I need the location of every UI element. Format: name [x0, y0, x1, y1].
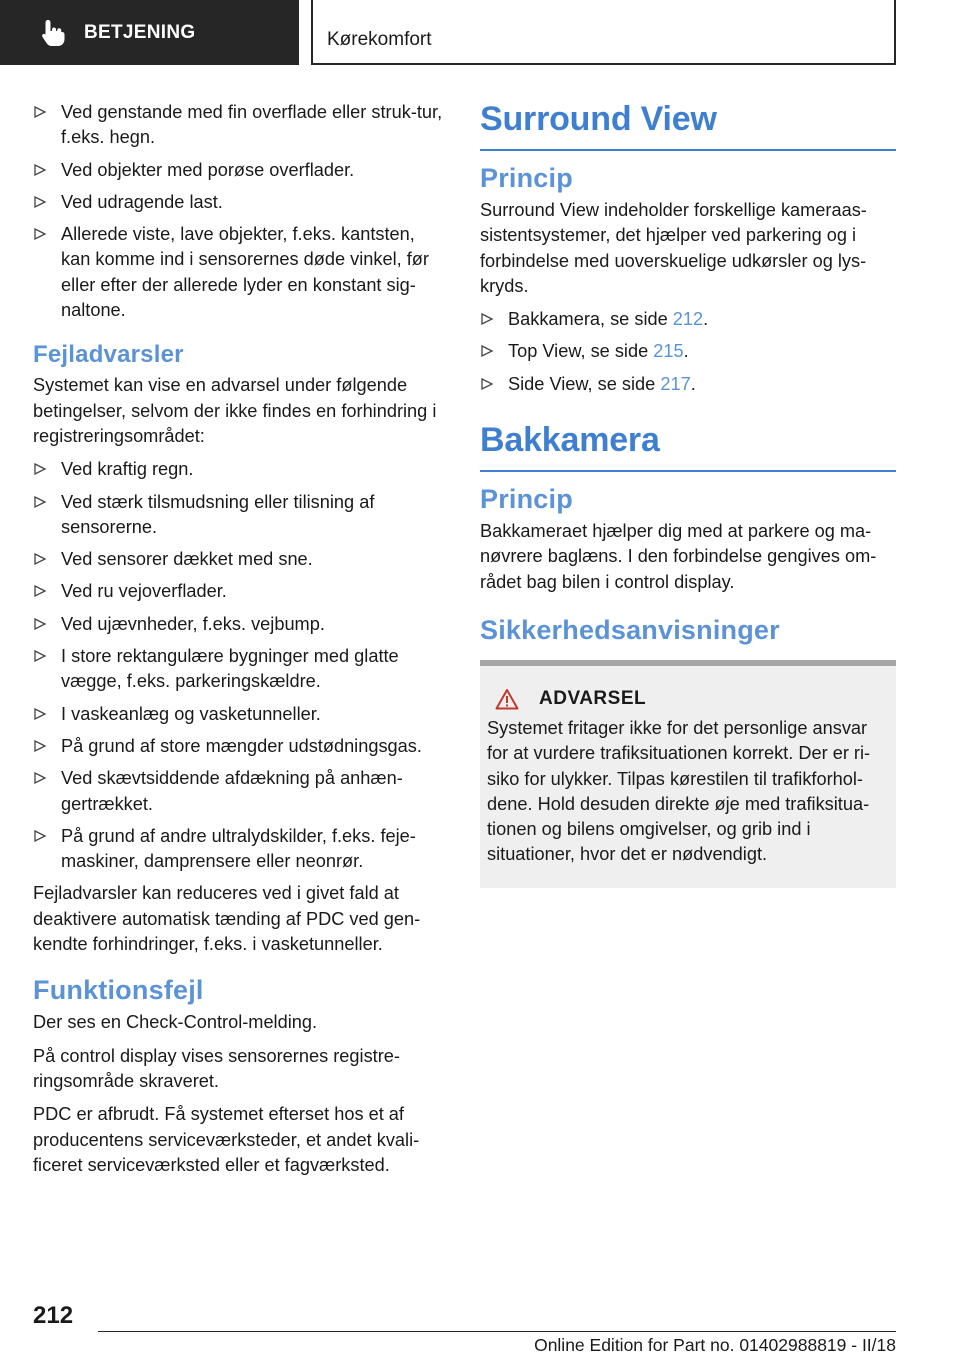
hand-pointer-icon	[40, 18, 70, 48]
title-surround-view: Surround View	[480, 100, 896, 151]
warning-box	[480, 660, 896, 888]
funk-paragraph-2: På control display vises sensorernes registre-ringsområde skraveret.	[33, 1045, 400, 1091]
list-item: Ved stærk tilsmudsning eller tilisning af sensorerne.	[33, 490, 448, 541]
triangle-bullet-icon	[33, 739, 47, 753]
left-column	[33, 100, 448, 1186]
funk-paragraph-3: PDC er afbrudt. Få systemet efterset hos et af producentens serviceværksteder, et andet kvali-ficeret serviceværksted eller et fagværksted.	[33, 1104, 420, 1175]
list-item: Top View, se side 215.	[480, 339, 896, 364]
heading-funktionsfejl: Funktionsfejl	[33, 975, 204, 1006]
title-bakkamera: Bakkamera	[480, 421, 896, 472]
page-header	[0, 0, 960, 66]
list-item: Ved sensorer dækket med sne.	[33, 547, 448, 572]
triangle-bullet-icon	[480, 377, 494, 391]
section-tab	[0, 0, 299, 65]
funk-paragraph-1: Der ses en Check-Control-melding.	[33, 1012, 318, 1033]
page-number: 212	[33, 1302, 74, 1329]
heading-princip-bk: Princip	[480, 484, 573, 515]
list-item: Ved ru vejoverflader.	[33, 579, 448, 604]
triangle-bullet-icon	[33, 617, 47, 631]
warning-title: ADVARSEL	[539, 687, 647, 709]
page-link[interactable]: 212	[672, 309, 704, 330]
heading-sikkerhed: Sikkerhedsanvisninger	[480, 614, 780, 645]
list-pdc-limits	[33, 100, 448, 323]
list-item: Allerede viste, lave objekter, f.eks. kantsten, kan komme ind i sensorernes døde vinkel, før eller efter der allerede lyder en konstant sig-naltone.	[33, 222, 448, 323]
triangle-bullet-icon	[33, 163, 47, 177]
list-item: Ved udragende last.	[33, 190, 448, 215]
list-item: Side View, se side 217.	[480, 372, 896, 397]
right-column	[480, 100, 896, 888]
triangle-bullet-icon	[33, 649, 47, 663]
triangle-bullet-icon	[33, 707, 47, 721]
triangle-bullet-icon	[33, 227, 47, 241]
triangle-bullet-icon	[33, 105, 47, 119]
bk-princip-text: Bakkameraet hjælper dig med at parkere og ma-nøvrere baglæns. I den forbindelse gengives om-rådet bag bilen i control display.	[480, 521, 877, 592]
triangle-bullet-icon	[33, 771, 47, 785]
footer-divider	[98, 1331, 896, 1332]
list-item: Ved skævtsiddende afdækning på anhæn-gertrækket.	[33, 766, 448, 817]
list-item: Ved ujævnheder, f.eks. vejbump.	[33, 612, 448, 637]
warning-triangle-icon	[495, 688, 519, 710]
list-item: I store rektangulære bygninger med glatte vægge, f.eks. parkeringskældre.	[33, 644, 448, 695]
fejl-intro: Systemet kan vise en advarsel under følgende betingelser, selvom der ikke findes en forhindring i registreringsområdet:	[33, 375, 437, 446]
heading-princip-sv: Princip	[480, 163, 573, 193]
triangle-bullet-icon	[33, 584, 47, 598]
sv-princip-text: Surround View indeholder forskellige kameraas-sistentsystemer, det hjælper ved parkering og i forbindelse med uoverskuelige udkørsler og lys-kryds.	[480, 200, 867, 296]
triangle-bullet-icon	[480, 312, 494, 326]
triangle-bullet-icon	[480, 344, 494, 358]
triangle-bullet-icon	[33, 195, 47, 209]
triangle-bullet-icon	[33, 552, 47, 566]
list-item: Ved genstande med fin overflade eller struk-tur, f.eks. hegn.	[33, 100, 448, 151]
warning-text: Systemet fritager ikke for det personlige ansvar for at vurdere trafiksituationen korrekt. Der er ri-siko for ulykker. Tilpas kørestilen til trafikforhol-dene. Hold desuden direkte øje med trafiksitua-tionen og bilens omgivelser, og grib ind i situationer, hvor det er nødvendigt.	[487, 717, 871, 865]
list-item: På grund af store mængder udstødningsgas.	[33, 734, 448, 759]
page-link[interactable]: 217	[660, 373, 691, 394]
fejl-outro: Fejladvarsler kan reduceres ved i givet fald at deaktivere automatisk tænding af PDC ved gen-kendte forhindringer, f.eks. i vasketunneller.	[33, 883, 421, 955]
heading-fejladvarsler: Fejladvarsler	[33, 341, 184, 369]
warning-title-row	[487, 688, 886, 710]
chapter-label: Kørekomfort	[327, 29, 432, 50]
chapter-tab	[311, 0, 896, 65]
section-label: BETJENING	[84, 21, 196, 43]
triangle-bullet-icon	[33, 462, 47, 476]
list-camera-systems	[480, 307, 896, 397]
list-item: I vaskeanlæg og vasketunneller.	[33, 702, 448, 727]
list-false-warnings	[33, 457, 448, 874]
list-item: Ved kraftig regn.	[33, 457, 448, 482]
triangle-bullet-icon	[33, 829, 47, 843]
list-item: Bakkamera, se side 212.	[480, 307, 896, 332]
page-link[interactable]: 215	[653, 341, 684, 362]
list-item: Ved objekter med porøse overflader.	[33, 158, 448, 183]
edition-text: Online Edition for Part no. 01402988819 - II/18	[534, 1335, 896, 1355]
triangle-bullet-icon	[33, 495, 47, 509]
list-item: På grund af andre ultralydskilder, f.eks. feje-maskiner, damprensere eller neonrør.	[33, 824, 448, 875]
